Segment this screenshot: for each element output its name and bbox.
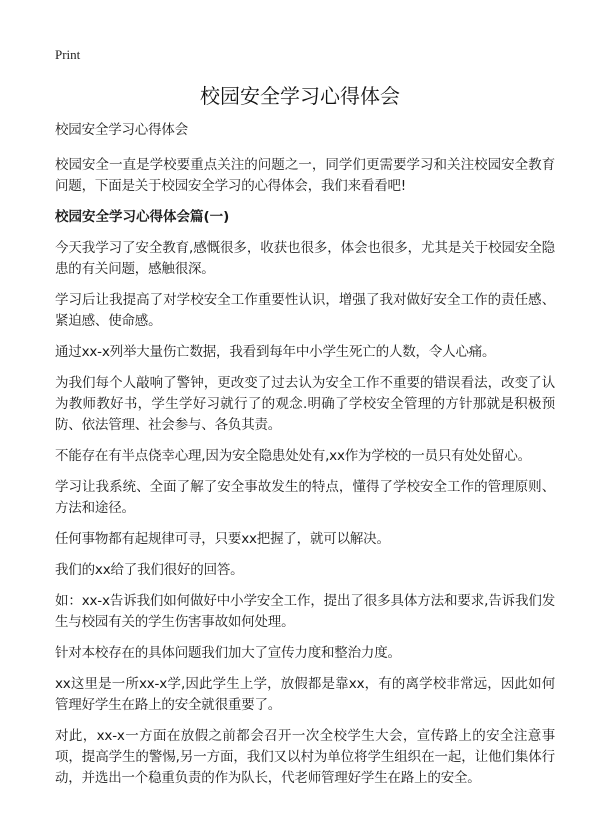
article-body [55,120,555,799]
paragraph-8: 我们的xx给了我们很好的回答。 [55,562,244,578]
paragraph-11: xx这里是一所xx-x学,因此学生上学，放假都是靠xx，有的离学校非常远，因此如何管理好学生在路上的安全就很重要了。 [55,676,555,713]
page-title: 校园安全学习心得体会 [200,84,400,108]
intro-paragraph: 校园安全一直是学校要重点关注的问题之一，同学们更需要学习和关注校园安全教育问题，下面是关于校园安全学习的心得体会，我们来看看吧! [55,157,555,194]
paragraph-12: 对此，xx-x一方面在放假之前都会召开一次全校学生大会，宣传路上的安全注意事项，提高学生的警惕,另一方面，我们又以村为单位将学生组织在一起，让他们集体行动，并选出一个稳重负责的作为队长，代老师管理好学生在路上的安全。 [55,728,555,786]
paragraph-10: 针对本校存在的具体问题我们加大了宣传力度和整治力度。 [55,645,401,661]
paragraph-6: 学习让我系统、全面了解了安全事故发生的特点，懂得了学校安全工作的管理原则、方法和途径。 [55,479,555,516]
section-heading: 校园安全学习心得体会篇(一) [55,209,230,225]
paragraph-7: 任何事物都有起规律可寻，只要xx把握了，就可以解决。 [55,531,390,547]
paragraph-3: 通过xx-x列举大量伤亡数据，我看到每年中小学生死亡的人数，令人心痛。 [55,344,496,360]
paragraph-9: 如：xx-x告诉我们如何做好中小学安全工作，提出了很多具体方法和要求,告诉我们发生与校园有关的学生伤害事故如何处理。 [55,593,555,630]
paragraph-5: 不能存在有半点侥幸心理,因为安全隐患处处有,xx作为学校的一员只有处处留心。 [55,448,531,464]
paragraph-2: 学习后让我提高了对学校安全工作重要性认识，增强了我对做好安全工作的责任感、紧迫感、使命感。 [55,292,555,329]
paragraph-4: 为我们每个人敲响了警钟，更改变了过去认为安全工作不重要的错误看法，改变了认为教师教好书，学生学好习就行了的观念.明确了学校安全管理的方针那就是积极预防、依法管理、社会参与、各负其责。 [55,375,555,433]
paragraph-1: 今天我学习了安全教育,感慨很多，收获也很多，体会也很多，尤其是关于校园安全隐患的有关问题，感触很深。 [55,240,555,277]
article-subtitle: 校园安全学习心得体会 [55,122,188,138]
print-link[interactable]: Print [55,47,81,62]
